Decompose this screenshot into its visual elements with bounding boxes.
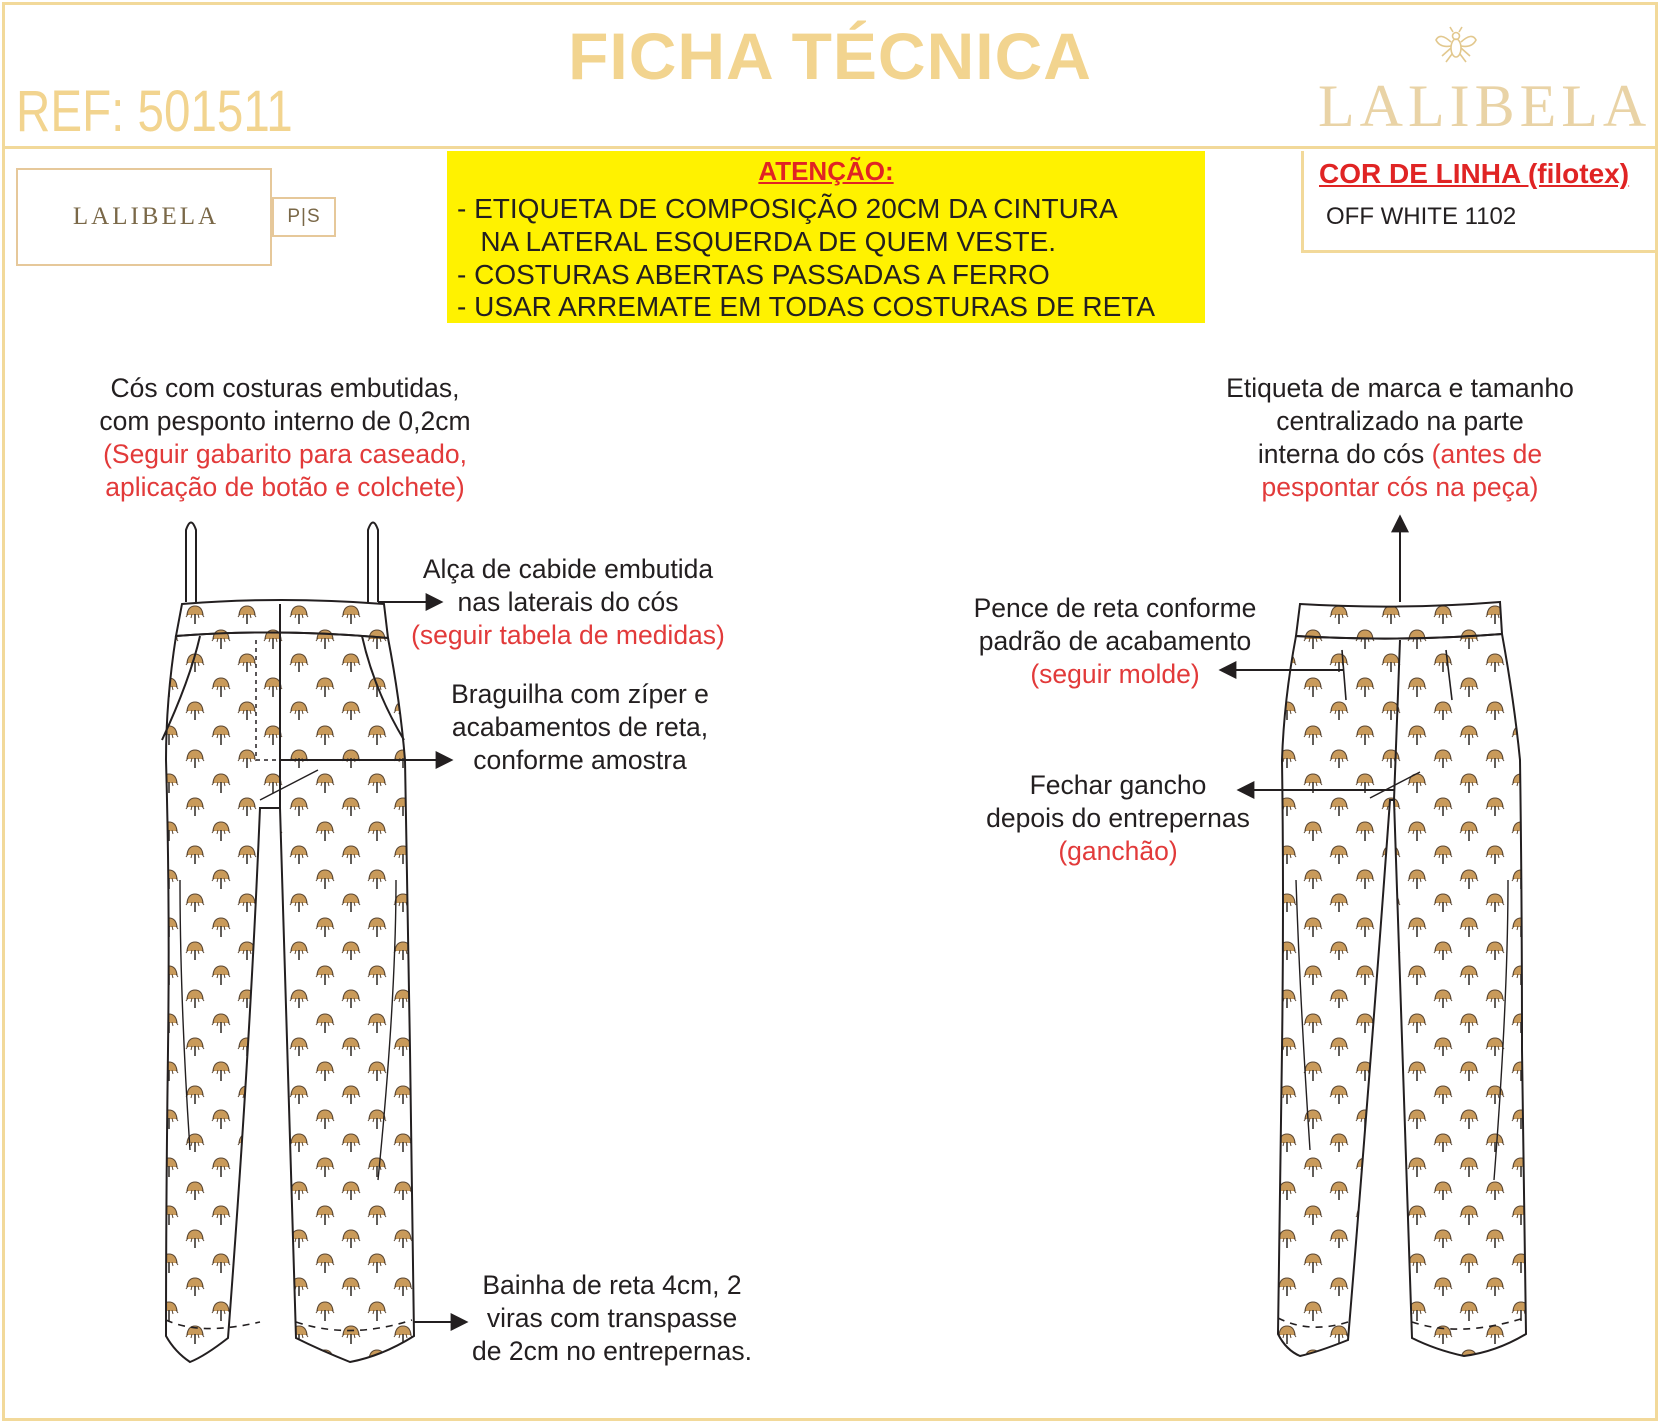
attention-title: ATENÇÃO: <box>758 156 894 186</box>
note-gancho <box>958 769 1278 868</box>
note-etiqueta-line: pespontar cós na peça) <box>1261 472 1539 502</box>
note-alca-line: Alça de cabide embutida <box>422 554 714 584</box>
note-etiqueta-line: centralizado na parte <box>1276 406 1524 436</box>
note-pence-line: padrão de acabamento <box>978 626 1252 656</box>
note-alca-line: nas laterais do cós <box>457 587 679 617</box>
note-pence <box>945 592 1285 691</box>
note-cos-line: (Seguir gabarito para caseado, <box>103 439 467 469</box>
note-cos-line: Cós com costuras embutidas, <box>110 373 460 403</box>
note-bainha-line: de 2cm no entrepernas. <box>472 1336 752 1366</box>
label-brand-text: LALIBELA <box>72 203 220 230</box>
note-gancho-line: (ganchão) <box>1058 836 1178 866</box>
note-gancho-line: depois do entrepernas <box>986 803 1250 833</box>
attention-line: - ETIQUETA DE COMPOSIÇÃO 20CM DA CINTURA <box>457 193 1118 224</box>
page-title: FICHA TÉCNICA <box>568 19 1092 93</box>
note-alca-line: (seguir tabela de medidas) <box>411 620 725 650</box>
hanger-loop-left <box>186 523 196 603</box>
note-braguilha <box>430 678 730 777</box>
note-cos <box>70 372 500 504</box>
note-pence-line: Pence de reta conforme <box>973 593 1257 623</box>
note-cos-line: com pesponto interno de 0,2cm <box>99 406 471 436</box>
front-pants <box>162 523 414 1363</box>
note-etiqueta-part: (antes de <box>1431 439 1543 469</box>
note-bainha-line: viras com transpasse <box>486 1303 738 1333</box>
note-braguilha-line: conforme amostra <box>473 745 687 775</box>
hanger-loop-right <box>368 523 378 603</box>
attention-line: NA LATERAL ESQUERDA DE QUEM VESTE. <box>457 226 1057 257</box>
back-waistband <box>1296 602 1502 639</box>
note-etiqueta-part: interna do cós <box>1257 439 1432 469</box>
back-pants <box>1278 602 1526 1356</box>
front-leg-body <box>166 632 414 1362</box>
attention-line: - USAR ARREMATE EM TODAS COSTURAS DE RETA <box>457 291 1156 322</box>
note-cos-line: aplicação de botão e colchete) <box>105 472 465 502</box>
note-etiqueta-line <box>1190 438 1610 471</box>
size-tag: P|S <box>272 197 336 237</box>
thread-color-title: COR DE LINHA (filotex) <box>1319 158 1630 189</box>
back-leg-body <box>1278 634 1526 1356</box>
note-etiqueta-line: Etiqueta de marca e tamanho <box>1226 373 1574 403</box>
attention-line: - COSTURAS ABERTAS PASSADAS A FERRO <box>457 259 1050 290</box>
note-braguilha-line: acabamentos de reta, <box>451 712 709 742</box>
note-etiqueta <box>1190 372 1610 504</box>
brand-logo: LALIBELA <box>1318 73 1652 139</box>
note-alca <box>398 553 738 652</box>
note-bainha <box>452 1269 772 1368</box>
thread-color-value: OFF WHITE 1102 <box>1326 203 1517 230</box>
note-bainha-line: Bainha de reta 4cm, 2 <box>482 1270 742 1300</box>
note-braguilha-line: Braguilha com zíper e <box>451 679 709 709</box>
reference-code: REF: 501511 <box>16 79 293 144</box>
note-gancho-line: Fechar gancho <box>1029 770 1207 800</box>
note-pence-line: (seguir molde) <box>1030 659 1200 689</box>
